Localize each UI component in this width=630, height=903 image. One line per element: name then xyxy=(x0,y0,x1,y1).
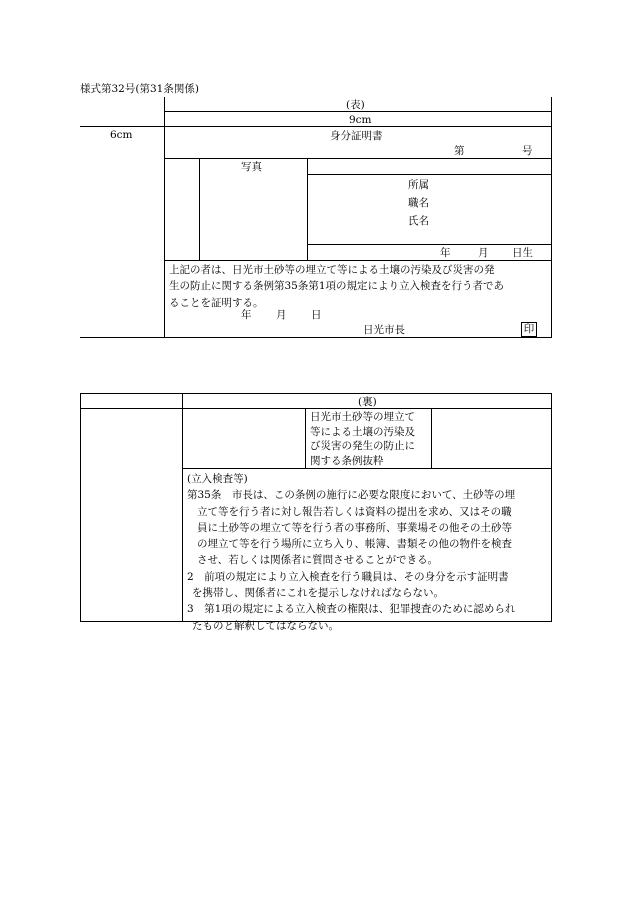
issuer-name: 日光市長 xyxy=(363,324,405,336)
job-title-label: 職名 xyxy=(408,197,429,209)
certification-line: ることを証明する。 xyxy=(169,296,264,309)
issue-day: 日 xyxy=(311,309,322,321)
excerpt-title-line: 等による土壌の汚染及 xyxy=(310,425,415,438)
back-side-label: (裏) xyxy=(358,396,377,408)
certification-text xyxy=(169,262,549,311)
article-35-line: 員に土砂等の埋立て等を行う者の事務所、事業場その他その土砂等 xyxy=(197,521,512,534)
height-dimension-label: 6cm xyxy=(110,129,133,141)
paragraph-2-line: 2 前項の規定により立入検査を行う職員は、その身分を示す証明書 xyxy=(187,570,509,583)
issue-year: 年 xyxy=(241,309,252,321)
seal-mark: 印 xyxy=(521,322,537,337)
article-35-line: 立て等を行う者に対し報告若しくは資料の提出を求め、又はその職 xyxy=(197,505,512,518)
article-text xyxy=(187,471,549,634)
excerpt-title xyxy=(310,410,430,468)
front-side-label: (表) xyxy=(346,99,365,111)
width-dimension-label: 9cm xyxy=(349,114,372,126)
article-35-line: 第35条 市長は、この条例の施行に必要な限度において、土砂等の埋 xyxy=(187,489,516,502)
excerpt-title-line: び災害の発生の防止に xyxy=(310,440,415,452)
certification-line: 生の防止に関する条例第35条第1項の規定により立入検査を行う者であ xyxy=(169,280,505,293)
number-prefix: 第 xyxy=(454,145,465,157)
affiliation-label: 所属 xyxy=(408,179,429,191)
certification-line: 上記の者は、日光市土砂等の埋立て等による土壌の汚染及び災害の発 xyxy=(169,264,495,276)
birth-day-suffix: 日生 xyxy=(512,247,533,259)
number-suffix: 号 xyxy=(522,145,533,157)
paragraph-3-line: たものと解釈してはならない。 xyxy=(192,619,339,632)
birth-month: 月 xyxy=(478,247,489,259)
paragraph-2-line: を携帯し、関係者にこれを提示しなければならない。 xyxy=(192,587,444,600)
issue-month: 月 xyxy=(276,309,287,321)
card-title: 身分証明書 xyxy=(330,130,383,142)
excerpt-title-line: 日光市土砂等の埋立て xyxy=(310,411,415,423)
article-35-line: の埋立て等を行う場所に立ち入り、帳簿、書類その他の物件を検査 xyxy=(197,538,512,551)
form-title: 様式第32号(第31条関係) xyxy=(80,83,199,95)
section-heading: (立入検査等) xyxy=(187,473,248,485)
name-label: 氏名 xyxy=(408,215,429,227)
excerpt-title-line: 関する条例抜粋 xyxy=(310,454,384,467)
paragraph-3-line: 3 第1項の規定による立入検査の権限は、犯罪捜査のために認められ xyxy=(187,603,516,616)
article-35-line: させ、若しくは関係者に質問させることができる。 xyxy=(197,554,439,567)
photo-label: 写真 xyxy=(241,161,262,173)
birth-year: 年 xyxy=(440,247,451,259)
